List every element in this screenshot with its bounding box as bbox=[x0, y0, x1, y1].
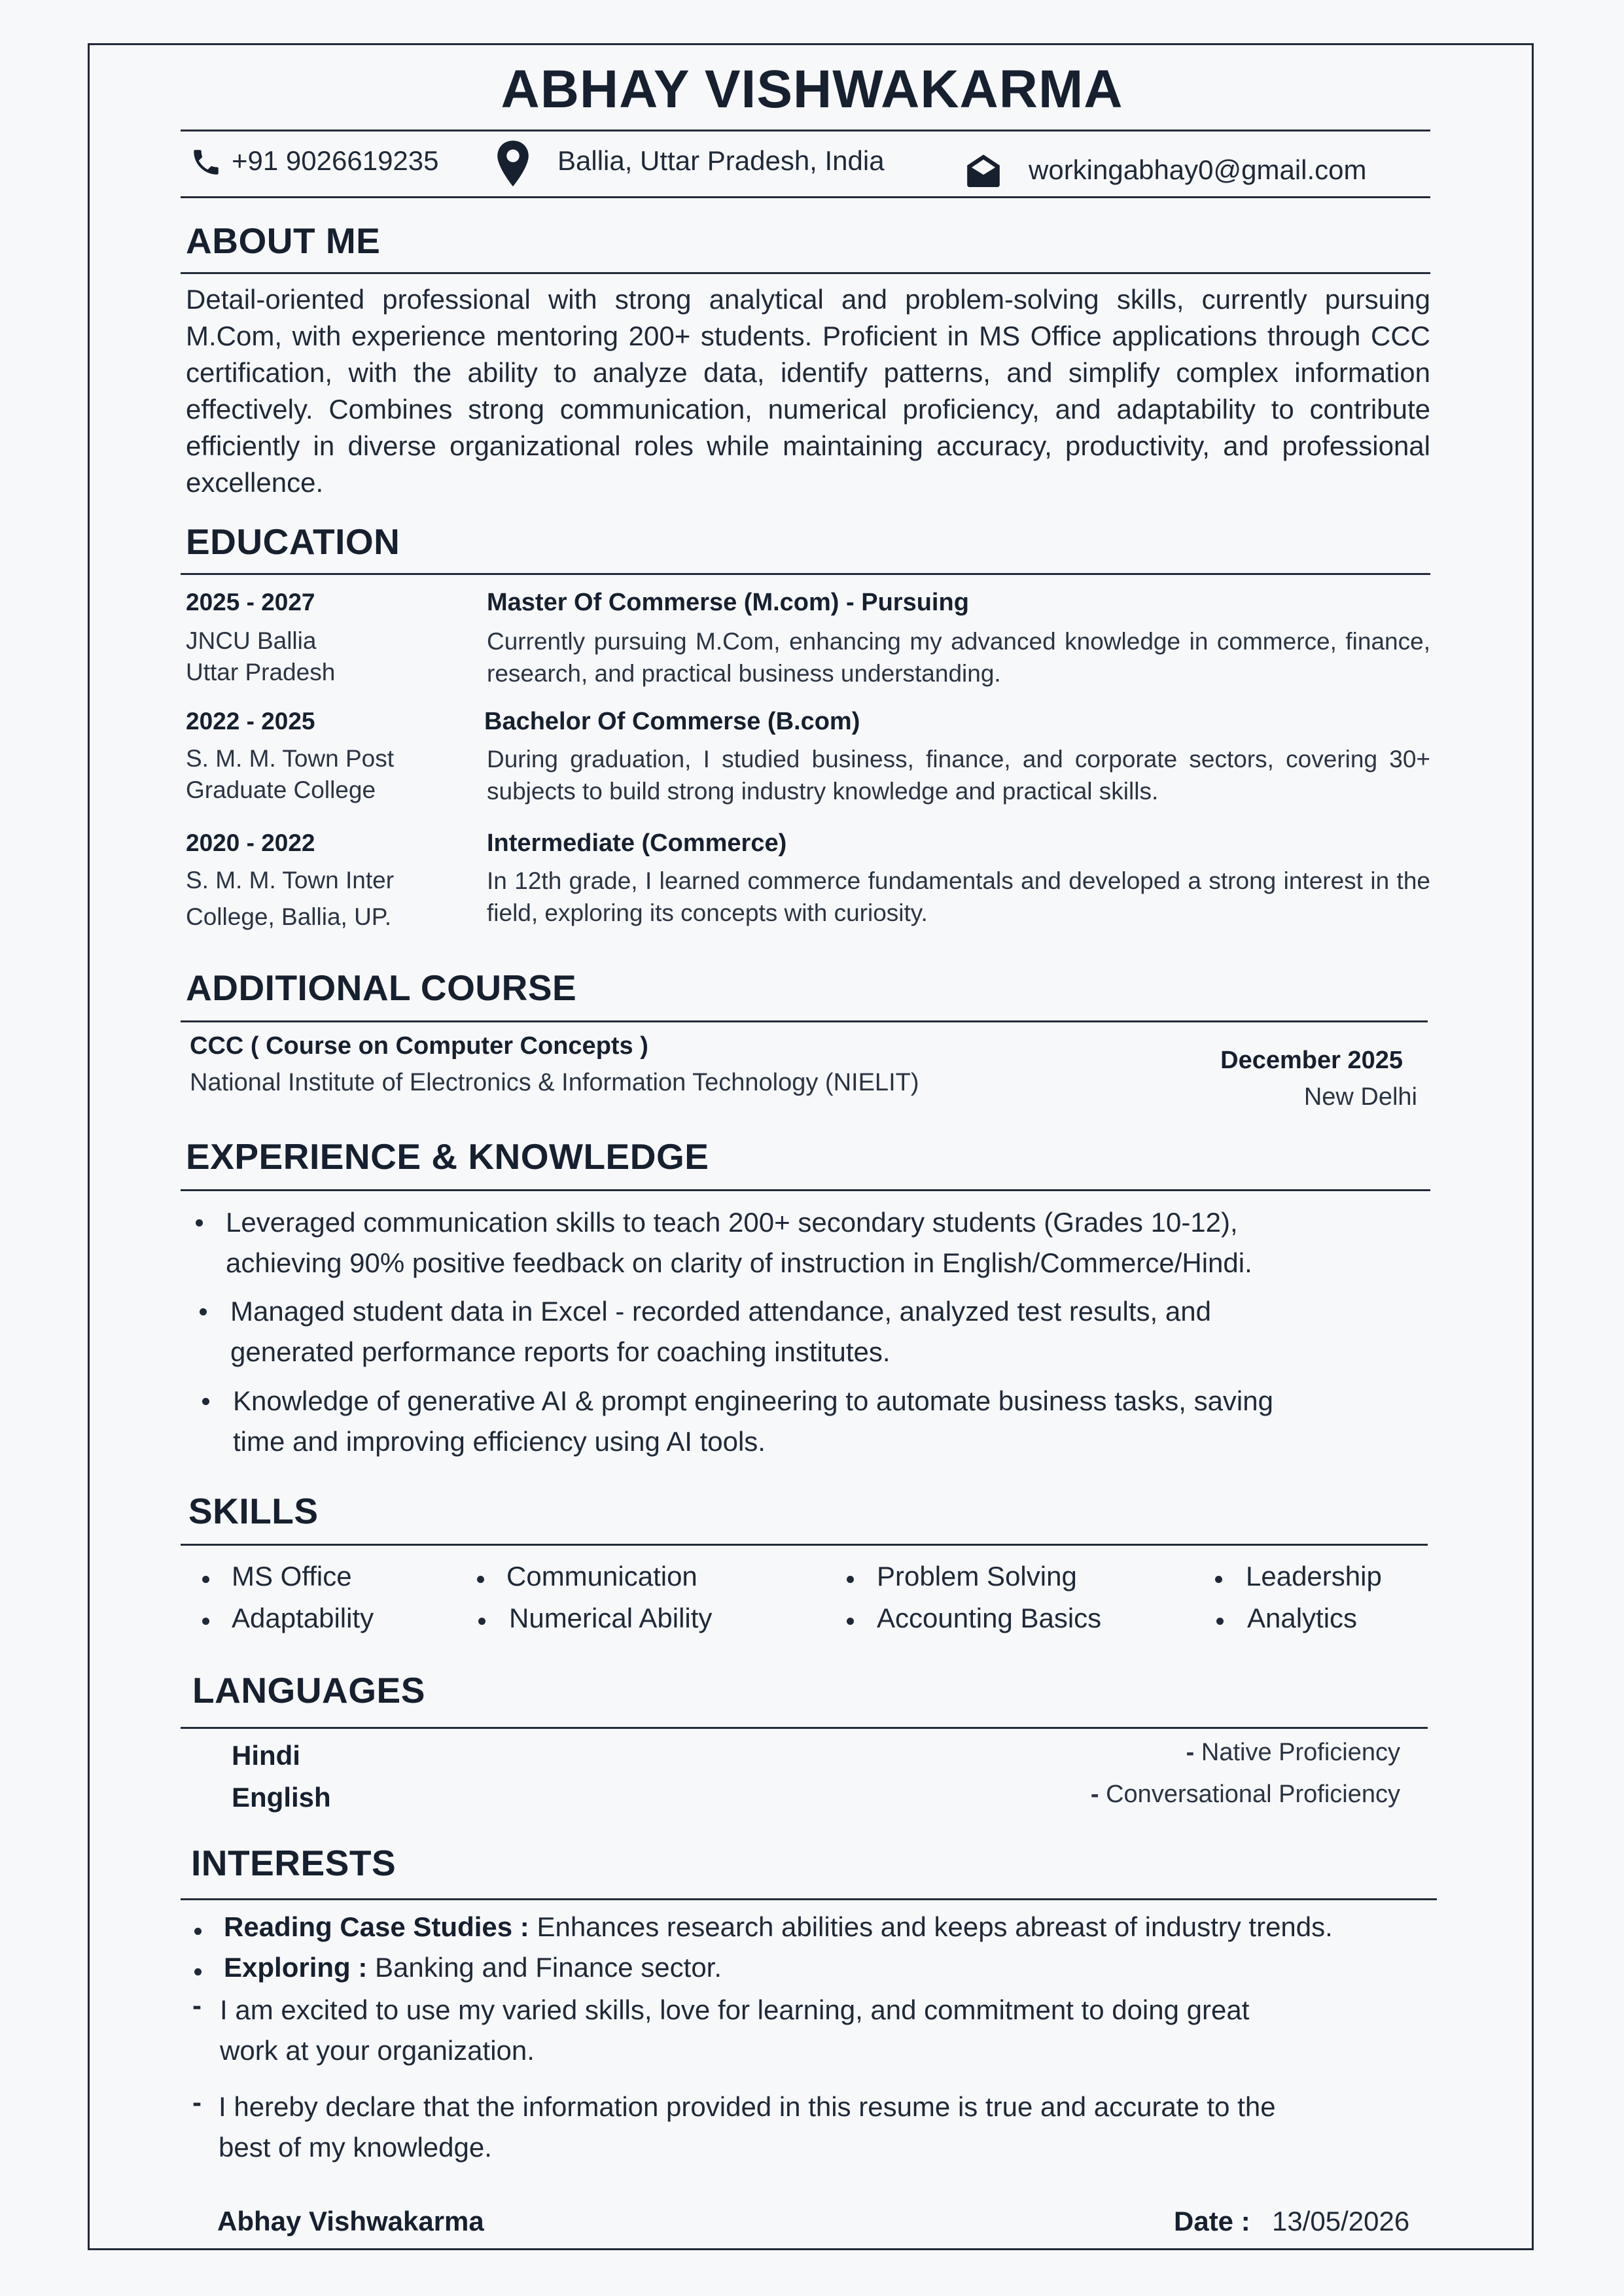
declaration-statement: I hereby declare that the information provided in this resume is true and accurate to the best of my knowledge. bbox=[219, 2091, 1276, 2163]
skill-item: Adaptability bbox=[232, 1603, 374, 1633]
education-degree: Intermediate (Commerce) bbox=[487, 829, 787, 857]
education-school: S. M. M. Town Post bbox=[186, 745, 395, 772]
course-institute: National Institute of Electronics & Information Technology (NIELIT) bbox=[190, 1069, 919, 1096]
education-years: 2025 - 2027 bbox=[186, 589, 315, 616]
language-name: English bbox=[232, 1782, 331, 1813]
candidate-name: ABHAY VISHWAKARMA bbox=[501, 60, 1123, 119]
interest-item: Exploring : Banking and Finance sector. bbox=[224, 1952, 722, 1983]
course-date: December 2025 bbox=[1220, 1047, 1403, 1074]
about-title: ABOUT ME bbox=[186, 220, 381, 261]
language-level: - Native Proficiency bbox=[1186, 1739, 1400, 1766]
course-rule bbox=[181, 1020, 1428, 1022]
bullet-icon bbox=[847, 1618, 854, 1625]
about-rule bbox=[181, 272, 1430, 274]
education-school: College, Ballia, UP. bbox=[186, 903, 391, 930]
location: Ballia, Uttar Pradesh, India bbox=[557, 145, 885, 176]
bullet-icon bbox=[478, 1618, 485, 1625]
phone-icon bbox=[190, 143, 222, 182]
bullet-icon bbox=[202, 1576, 209, 1583]
interests-rule bbox=[181, 1898, 1437, 1900]
dash-marker: - bbox=[192, 1990, 202, 2021]
phone-number[interactable]: +91 9026619235 bbox=[232, 145, 439, 176]
skills-rule bbox=[181, 1544, 1428, 1546]
bullet-icon bbox=[194, 1928, 202, 1935]
skills-title: SKILLS bbox=[188, 1491, 319, 1531]
language-level: - Conversational Proficiency bbox=[1090, 1781, 1400, 1808]
course-location: New Delhi bbox=[1303, 1083, 1417, 1111]
education-years: 2022 - 2025 bbox=[186, 708, 315, 735]
education-degree: Master Of Commerse (M.com) - Pursuing bbox=[487, 589, 969, 616]
education-degree: Bachelor Of Commerse (B.com) bbox=[484, 708, 860, 735]
experience-item: Managed student data in Excel - recorded attendance, analyzed test results, and generated performance reports for coaching institutes. bbox=[230, 1296, 1211, 1367]
education-title: EDUCATION bbox=[186, 521, 400, 562]
education-description: In 12th grade, I learned commerce fundamentals and developed a strong interest in the field, exploring its concepts with curiosity. bbox=[487, 867, 1430, 926]
language-name: Hindi bbox=[232, 1740, 300, 1771]
skill-item: Leadership bbox=[1246, 1561, 1382, 1592]
skill-item: Analytics bbox=[1247, 1603, 1358, 1633]
experience-rule bbox=[181, 1189, 1430, 1191]
statement-item: I am excited to use my varied skills, love for learning, and commitment to doing great work at your organization. bbox=[220, 1994, 1250, 2066]
skill-item: Accounting Basics bbox=[877, 1603, 1102, 1633]
interests-title: INTERESTS bbox=[191, 1843, 397, 1883]
skill-item: MS Office bbox=[232, 1561, 352, 1592]
about-text: Detail-oriented professional with strong analytical and problem-solving skills, currently pursuing M.Com, with experience mentoring 200+ students. Proficient in MS Office applications through CCC certification, with the ability to analyze data, identify patterns, and simplify complex information effectively. Combines strong communication, numerical proficiency, and adaptability to contribute efficiently in diverse organizational roles while maintaining accuracy, productivity, and professional excellence. bbox=[186, 284, 1430, 498]
education-description: Currently pursuing M.Com, enhancing my advanced knowledge in commerce, finance, research, and practical business understanding. bbox=[487, 628, 1430, 687]
course-title: ADDITIONAL COURSE bbox=[186, 967, 577, 1008]
experience-item: Leveraged communication skills to teach 200+ secondary students (Grades 10-12), achieving 90% positive feedback on clarity of instruction in English/Commerce/Hindi. bbox=[226, 1207, 1252, 1278]
education-rule bbox=[181, 573, 1430, 575]
date-value: 13/05/2026 bbox=[1272, 2206, 1410, 2236]
bullet-icon bbox=[477, 1576, 484, 1583]
education-description: During graduation, I studied business, finance, and corporate sectors, covering 30+ subjects to build strong industry knowledge and practical skills. bbox=[487, 746, 1430, 805]
email-address[interactable]: workingabhay0@gmail.com bbox=[1029, 154, 1367, 185]
dash-marker: - bbox=[192, 2087, 202, 2117]
signature-name: Abhay Vishwakarma bbox=[217, 2206, 484, 2236]
education-school: Graduate College bbox=[186, 776, 376, 803]
languages-rule bbox=[181, 1727, 1428, 1729]
course-name: CCC ( Course on Computer Concepts ) bbox=[190, 1032, 648, 1060]
skill-item: Problem Solving bbox=[877, 1561, 1077, 1592]
experience-title: EXPERIENCE & KNOWLEDGE bbox=[186, 1136, 709, 1177]
languages-title: LANGUAGES bbox=[192, 1670, 425, 1711]
bullet-icon bbox=[200, 1308, 207, 1315]
education-school: Uttar Pradesh bbox=[186, 659, 336, 686]
skill-item: Communication bbox=[506, 1561, 697, 1592]
education-years: 2020 - 2022 bbox=[186, 829, 315, 856]
skill-item: Numerical Ability bbox=[509, 1603, 713, 1633]
date-label: Date : bbox=[1174, 2206, 1250, 2236]
bullet-icon bbox=[202, 1618, 209, 1625]
interest-item: Reading Case Studies : Enhances research abilities and keeps abreast of industry trends. bbox=[224, 1911, 1333, 1942]
education-school: S. M. M. Town Inter bbox=[186, 867, 395, 894]
bullet-icon bbox=[194, 1968, 202, 1975]
header-bottom-rule bbox=[181, 196, 1430, 198]
bullet-icon bbox=[847, 1576, 854, 1583]
header-top-rule bbox=[181, 130, 1430, 131]
bullet-icon bbox=[196, 1219, 203, 1226]
email-envelope-icon bbox=[964, 153, 1002, 187]
experience-item: Knowledge of generative AI & prompt engineering to automate business tasks, saving time and improving efficiency using AI tools. bbox=[233, 1385, 1273, 1457]
bullet-icon bbox=[1215, 1576, 1222, 1583]
education-school: JNCU Ballia bbox=[186, 627, 317, 654]
location-pin-icon bbox=[493, 139, 533, 188]
bullet-icon bbox=[1216, 1618, 1224, 1625]
bullet-icon bbox=[202, 1398, 209, 1405]
